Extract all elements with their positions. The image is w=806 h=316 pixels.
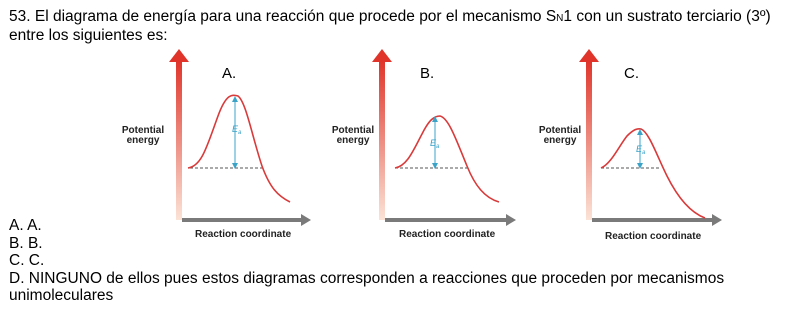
energy-curve: [188, 95, 290, 202]
diagram-letter: C.: [624, 65, 639, 82]
option-c[interactable]: C. C.: [9, 252, 45, 269]
question-text-part1: El diagrama de energía para una reacción que procede por el mecanismo S: [34, 8, 557, 25]
option-b[interactable]: B. B.: [9, 234, 43, 252]
y-axis-label: Potential energy: [121, 125, 165, 146]
ea-label: $E_a$: [430, 138, 440, 150]
y-axis-label: Potential energy: [538, 125, 582, 146]
diagram-letter: B.: [420, 65, 435, 82]
x-axis-label: Reaction coordinate: [195, 229, 292, 240]
question-text-part2: 1 con un sustrato terciario (3º) entre los siguientes es:: [9, 8, 771, 44]
question-number: 53.: [9, 8, 31, 25]
x-axis-label: Reaction coordinate: [605, 231, 702, 242]
x-axis-label: Reaction coordinate: [399, 229, 496, 240]
energy-curve: [601, 129, 705, 218]
y-axis-label: Potential energy: [331, 125, 375, 146]
ea-label: $E_a$: [232, 124, 242, 136]
ea-label: $E_a$: [636, 144, 646, 156]
y-axis-bar: [176, 60, 182, 220]
question-subscript: N: [556, 13, 564, 24]
question-text: [9, 8, 799, 44]
diagram-letter: A.: [222, 65, 237, 82]
y-axis-arrow: [169, 49, 189, 62]
energy-curve: [395, 116, 499, 202]
option-a[interactable]: A. A.: [9, 217, 42, 234]
y-axis-arrow: [372, 49, 392, 62]
y-axis-arrow: [579, 49, 599, 62]
option-d[interactable]: D. NINGUNO de ellos pues estos diagramas corresponden a reacciones que proceden por mecanismos unimoleculares: [9, 269, 725, 304]
answer-options: [9, 217, 799, 305]
